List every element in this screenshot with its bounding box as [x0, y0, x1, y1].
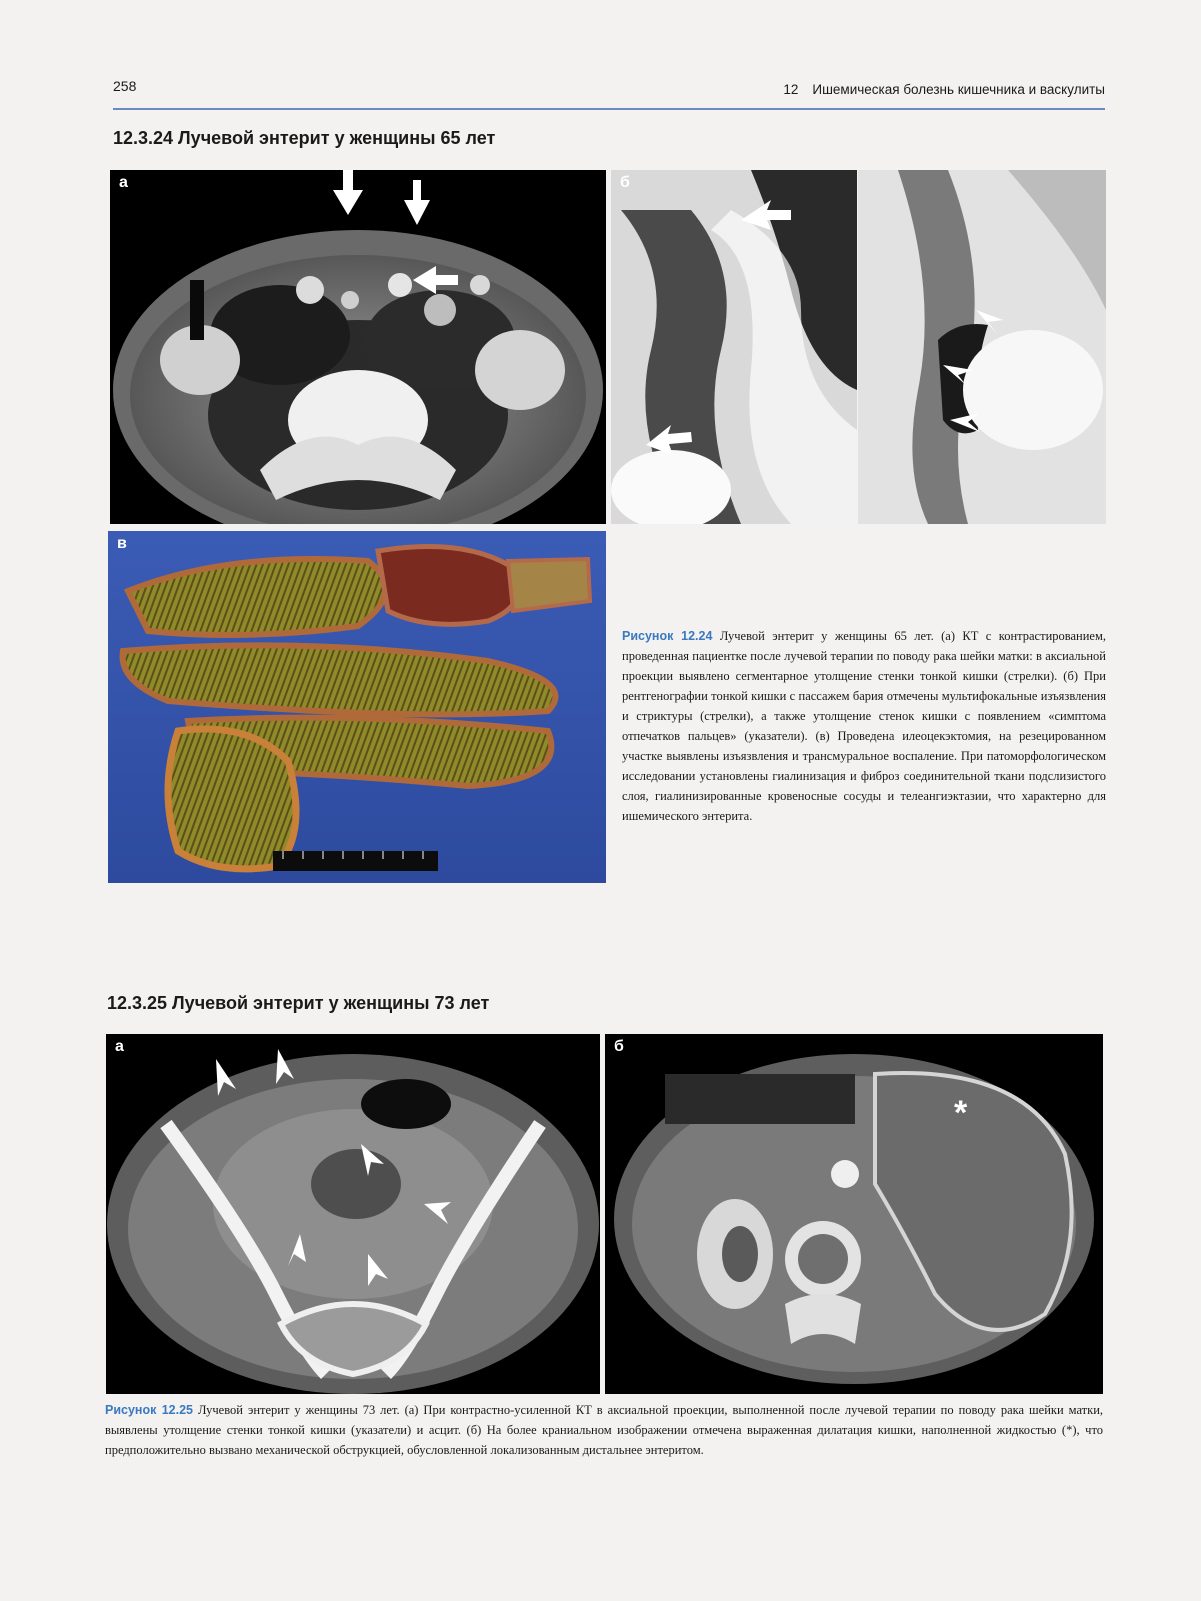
- panel-label-a: а: [119, 174, 128, 191]
- figure-12-24-caption: [622, 626, 1106, 826]
- panel-label-c: в: [117, 535, 127, 552]
- arrowhead-icon-group: [858, 170, 1106, 524]
- header-rule: [113, 108, 1105, 110]
- figure-12-25-caption-text: Лучевой энтерит у женщины 73 лет. (а) При контрастно-усиленной КТ в аксиальной проекции, выполненной после лучевой терапии по поводу рака шейки матки, выявлены утолщение стенки тонкой кишки (указатели) и асцит. (б) На более краниальном изображении отмечена выраженная дилатация кишки, наполненной жидкостью (*), что предположительно вызвано механической обструкцией, обусловленной локализованным дистальнее энтеритом.: [105, 1403, 1104, 1457]
- figure-12-24-panel-b-right: [858, 170, 1106, 524]
- chapter-title: Ишемическая болезнь кишечника и васкулиты: [812, 82, 1105, 97]
- arrowhead-icon-group: [106, 1034, 600, 1394]
- figure-12-25-panel-a-ct: [106, 1034, 600, 1394]
- panel-label-a: а: [115, 1038, 124, 1055]
- chapter-number: 12: [783, 82, 799, 97]
- arrow-icon-group: [611, 170, 857, 524]
- figure-12-24-caption-text: Лучевой энтерит у женщины 65 лет. (а) КТ с контрастированием, проведенная пациентке после лучевой терапии по поводу рака шейки матки: в аксиальной проекции выявлено сегментарное утолщение стенки тонкой кишки (стрелки). (б) При рентгенографии тонкой кишки с пассажем бария отмечены мультифокальные изъязвления и стриктуры (стрелки), а также утолщение стенок кишки с появлением «симптома отпечатков пальцев» (указатели). (в) Проведена илеоцекэктомия, на резецированном участке выявлены изъязвления и трансмуральное воспаление. При патоморфологическом исследовании установлены гиалинизация и фиброз соединительной ткани подслизистого слоя, гиалинизированные кровеносные сосуды и телеангиэктазии, что характерно для ишемического энтерита.: [622, 629, 1107, 823]
- figure-12-25-panel-b-ct: [605, 1034, 1103, 1394]
- figure-12-25-caption: [105, 1400, 1103, 1460]
- page-number: 258: [113, 78, 137, 94]
- section-heading-12-3-25: 12.3.25 Лучевой энтерит у женщины 73 лет: [107, 993, 490, 1013]
- figure-12-24-panel-c-specimen: [108, 531, 606, 883]
- panel-label-b: б: [620, 174, 630, 191]
- asterisk-marker: *: [954, 1094, 968, 1132]
- section-heading-12-3-24: 12.3.24 Лучевой энтерит у женщины 65 лет: [113, 128, 496, 148]
- figure-label-12-24: Рисунок 12.24: [622, 629, 713, 643]
- arrow-icon-group: [318, 170, 458, 310]
- running-head: [783, 82, 1105, 97]
- figure-12-24-panel-a-ct: [110, 170, 606, 524]
- figure-label-12-25: Рисунок 12.25: [105, 1403, 193, 1417]
- panel-label-b: б: [614, 1038, 624, 1055]
- figure-12-24-panel-b-left: [611, 170, 857, 524]
